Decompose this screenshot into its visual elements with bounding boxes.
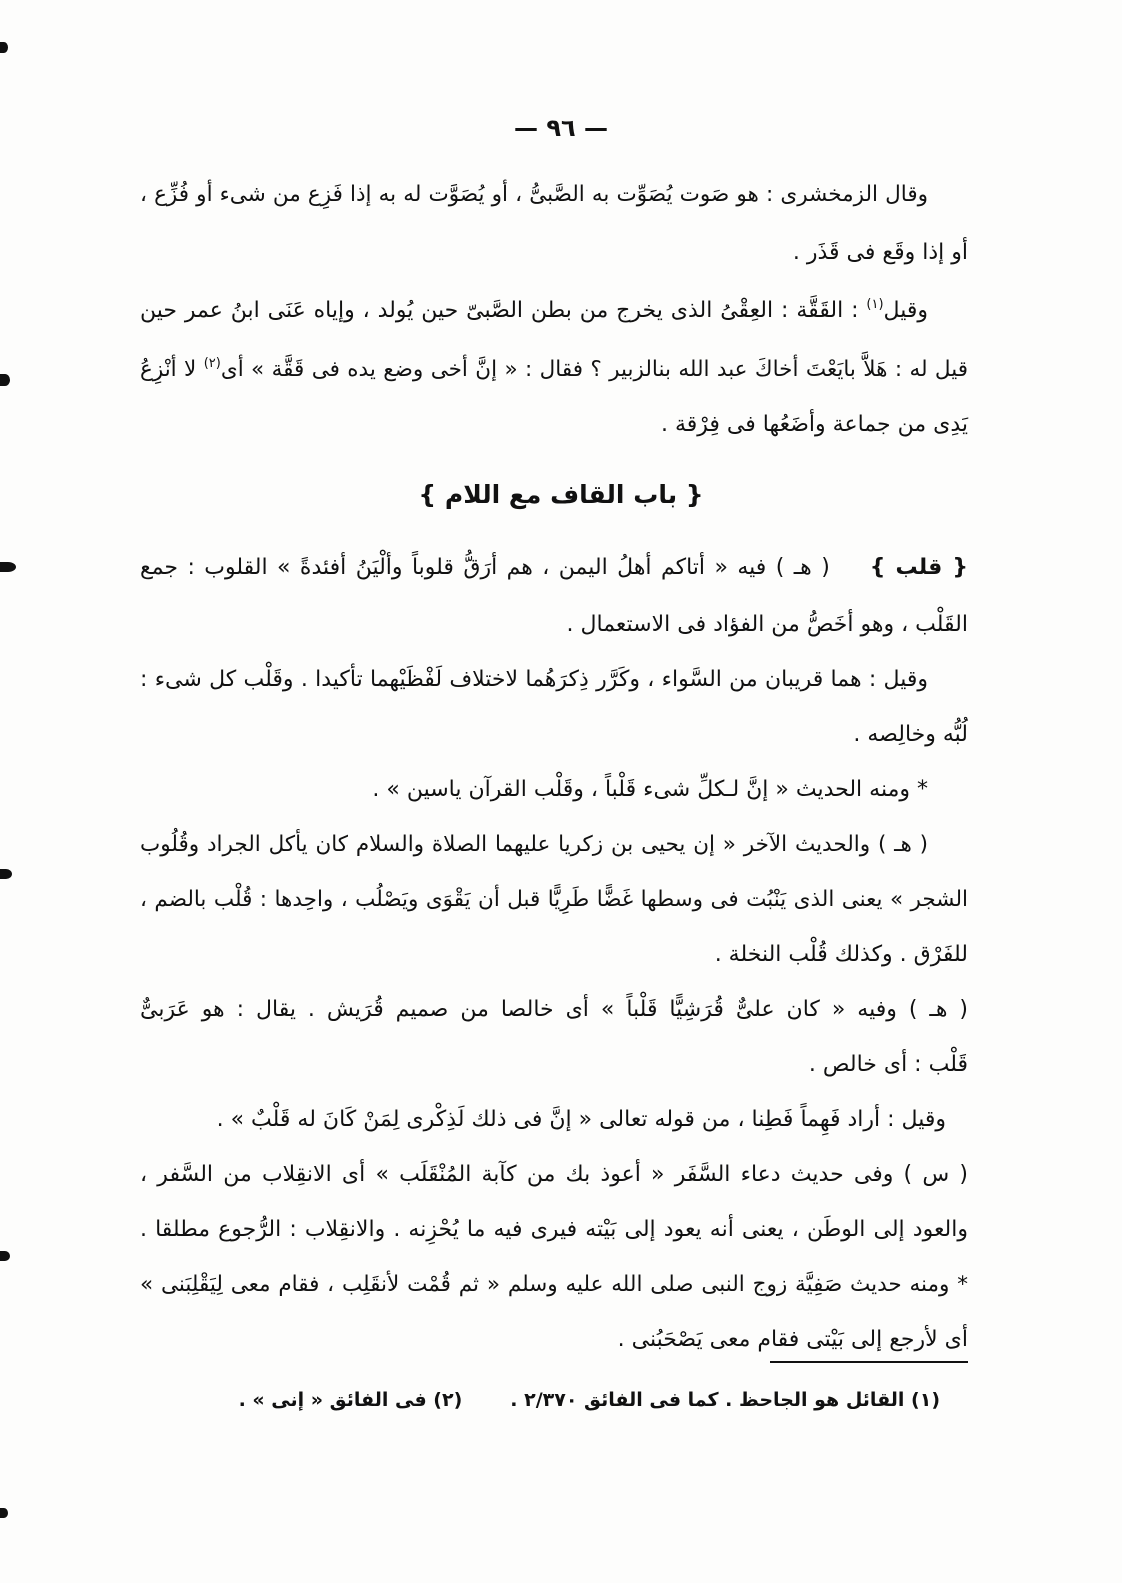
footnote-2: (٢) فى الفائق « إنى » .	[238, 1389, 463, 1411]
text-line: ( س ) وفى حديث دعاء السَّفَر « أعوذ بك من كآبة المُنْقَلَب » أى الانقِلاب من السَّفر ،	[140, 1162, 968, 1187]
text-line: القَلْب ، وهو أخَصُّ من الفؤاد فى الاستعمال .	[566, 612, 968, 637]
text-line: * ومنه الحديث « إنَّ لـكلِّ شىء قَلْباً ، وقَلْب القرآن ياسين » .	[372, 777, 928, 802]
text-line: قَلْب : أى خالص .	[808, 1052, 968, 1077]
text-line: ( هـ ) والحديث الآخر « إن يحيى بن زكريا عليهما الصلاة والسلام كان يأكل الجراد وقُلُوب	[140, 832, 928, 857]
text-segment: ( هـ ) فيه « أتاكم أهلُ اليمن ، هم أرَقُّ قلوباً وألْيَنُ أفئدةً » القلوب : جمع	[140, 555, 830, 580]
text-line: للفَرْق . وكذلك قُلْب النخلة .	[714, 942, 968, 967]
scan-artifact	[0, 374, 10, 386]
footnote-ref: (١)	[866, 297, 884, 312]
text-line: لُبُّه وخالِصه .	[853, 722, 968, 747]
text-line: يَدِى من جماعة وأضَعُها فى فِرْقة .	[660, 412, 968, 437]
text-segment: قيل له : هَلاَّ بايَعْتَ أخاكَ عبد الله بنالزبير ؟ فقال : « إنَّ أخى وضع يده فى قَقَّة » أى	[220, 357, 968, 382]
scan-artifact	[0, 1508, 8, 1518]
text-line: أى لأرجع إلى بَيْتى فقام معى يَصْحَبُنى .	[617, 1327, 968, 1352]
footnote-1: (١) القائل هو الجاحظ . كما فى الفائق ٢/٣٧٠ .	[510, 1389, 940, 1411]
scan-artifact	[0, 869, 12, 879]
footnote-rule	[770, 1361, 968, 1363]
footnotes	[240, 1380, 940, 1420]
text-segment: وقيل	[883, 298, 928, 323]
scan-artifact	[0, 1251, 10, 1261]
section-heading: { باب القاف مع اللام }	[418, 480, 704, 509]
text-line: وقال الزمخشرى : هو صَوت يُصَوِّت به الصَّبىُّ ، أو يُصَوَّت له به إذا فَزِع من شىء أو فُزِّع ،	[140, 182, 928, 207]
text-line: وقيل : هما قريبان من السَّواء ، وكَرَّر ذِكرَهُما لاختلاف لَفْظَيْهما تأكيدا . وقَلْب كل شىء :	[140, 667, 928, 692]
page-number: — ٩٦ —	[513, 114, 608, 142]
text-line: الشجر » يعنى الذى يَنْبُت فى وسطها غَضًّا طَرِيًّا قبل أن يَقْوَى ويَصْلُب ، واحِدها : قُلْب بالضم ،	[140, 887, 968, 912]
text-segment: لا أنْزِعُ	[140, 357, 204, 382]
headword: { قلب }	[869, 555, 968, 580]
footnote-ref: (٢)	[203, 356, 221, 371]
text-line	[140, 548, 968, 588]
text-line: والعود إلى الوطَن ، يعنى أنه يعود إلى بَيْته فيرى فيه ما يُحْزِنه . والانقِلاب : الرُّجوع مطلقا .	[140, 1217, 968, 1242]
text-line: وقيل : أراد فَهِماً فَطِنا ، من قوله تعالى « إنَّ فى ذلك لَذِكْرى لِمَنْ كَانَ له قَلْبٌ » .	[216, 1107, 946, 1132]
text-line	[140, 350, 968, 390]
scan-artifact	[0, 42, 8, 53]
scan-artifact	[0, 562, 16, 572]
text-line: * ومنه حديث صَفِيَّة زوج النبى صلى الله عليه وسلم « ثم قُمْت لأنقَلِب ، فقام معى لِيَقْلِبَنى »	[140, 1272, 968, 1297]
text-segment: : القَقَّة : العِقْىُ الذى يخرج من بطن الصَّبىّ حين يُولد ، وإياه عَنَى ابنُ عمر حين	[140, 298, 867, 323]
text-line: ( هـ ) وفيه « كان علىٌّ قُرَشِيًّا قَلْباً » أى خالصا من صميم قُرَيش . يقال : هو عَرَبىٌّ	[140, 997, 968, 1022]
text-line: أو إذا وقَع فى قَذَر .	[792, 240, 968, 265]
text-line	[140, 291, 968, 331]
